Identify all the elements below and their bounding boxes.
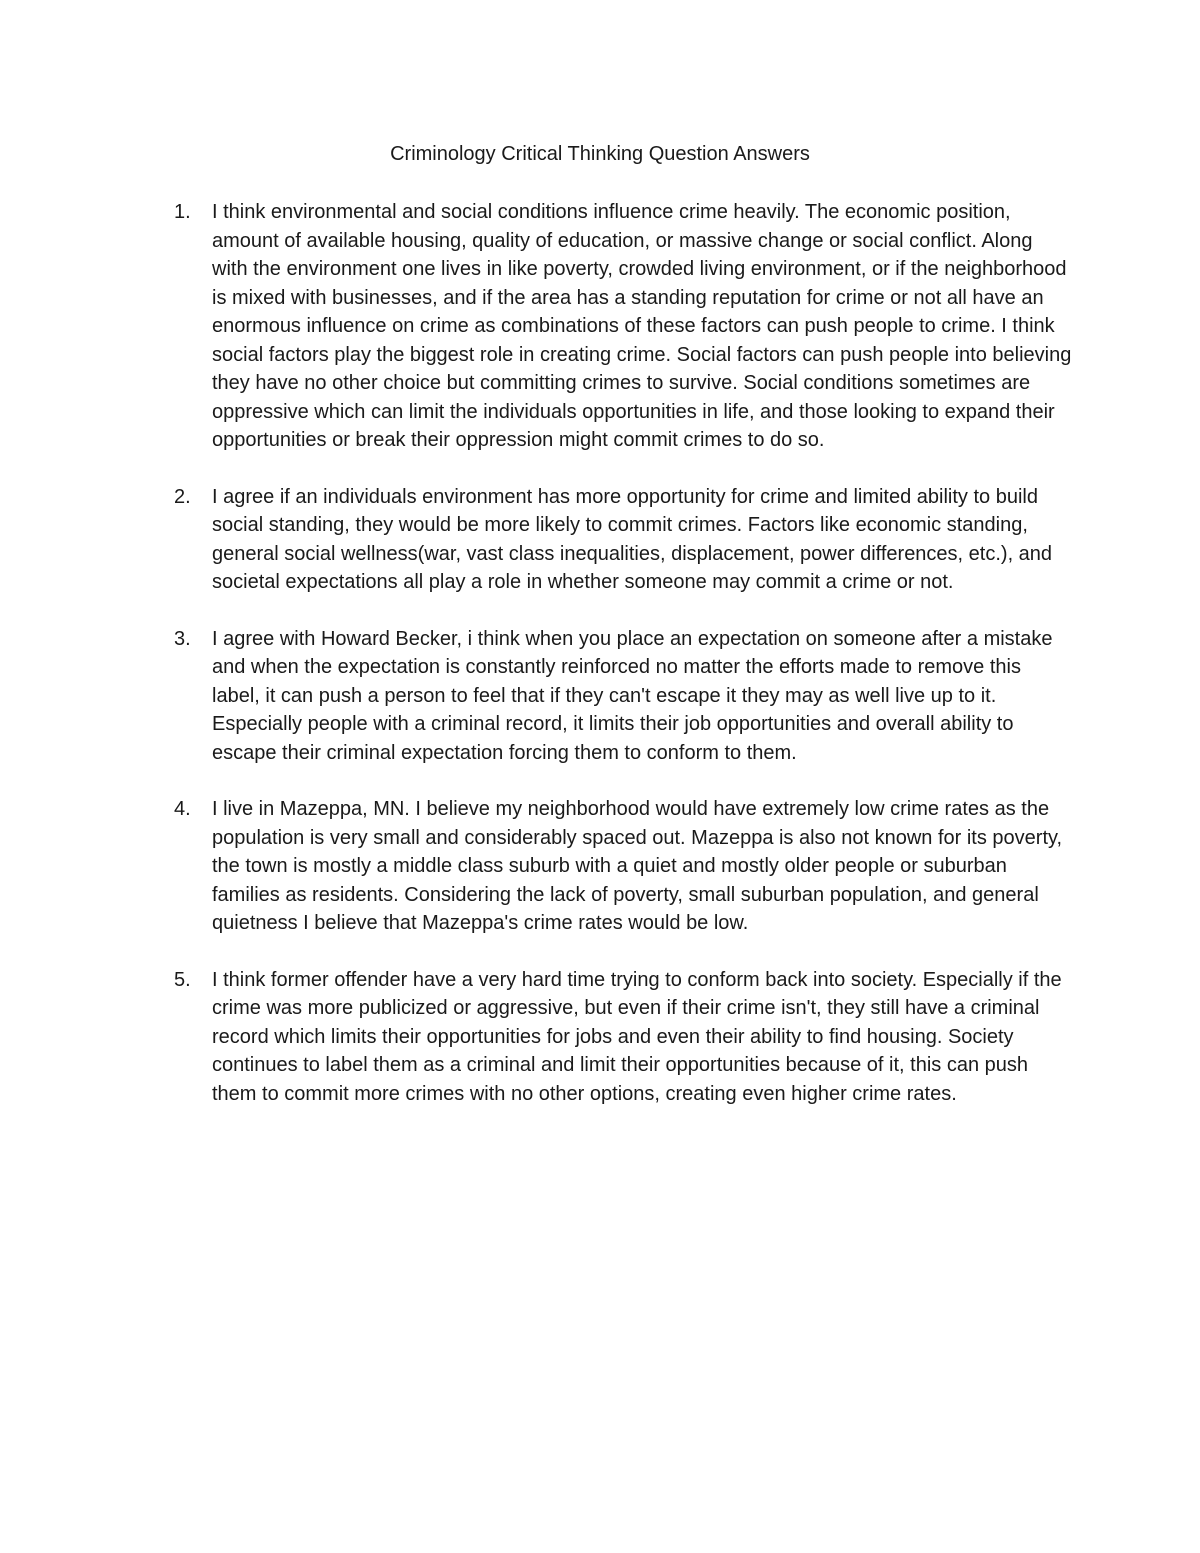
answer-item-1 [160,198,1072,455]
answer-text: I think former offender have a very hard time trying to conform back into society. Especially if the crime was more publicized or aggressive, but even if their crime isn't, they still have a criminal record which limits their opportunities for jobs and even their ability to find housing. Society continues to label them as a criminal and limit their opportunities because of it, this can push them to commit more crimes with no other options, creating even higher crime rates. [212,968,1062,1105]
answer-text: I live in Mazeppa, MN. I believe my neighborhood would have extremely low crime rates as the population is very small and considerably spaced out. Mazeppa is also not known for its poverty, the town is mostly a middle class suburb with a quiet and mostly older people or suburban families as residents. Considering the lack of poverty, small suburban population, and general quietness I believe that Mazeppa's crime rates would be low. [212,798,1063,934]
answer-text: I think environmental and social conditions influence crime heavily. The economic position, amount of available housing, quality of education, or massive change or social conflict. Along with the environment one lives in like poverty, crowded living environment, or if the neighborhood is mixed with businesses, and if the area has a standing reputation for crime or not all have an enormous influence on crime as combinations of these factors can push people to crime. I think social factors play the biggest role in creating crime. Social factors can push people into believing they have no other choice but committing crimes to survive. Social conditions sometimes are oppressive which can limit the individuals opportunities in life, and those looking to expand their opportunities or break their oppression might commit crimes to do so. [212,201,1072,451]
answer-number: 5. [174,968,191,991]
document-title: Criminology Critical Thinking Question Answers [390,143,810,165]
answer-text: I agree if an individuals environment has more opportunity for crime and limited ability to build social standing, they would be more likely to commit crimes. Factors like economic standing, general social wellness(war, vast class inequalities, displacement, power differences, etc.), and societal expectations all play a role in whether someone may commit a crime or not. [212,485,1053,593]
answer-number: 1. [174,201,191,223]
answer-number: 4. [174,798,191,820]
answer-list [160,198,1072,1136]
answer-item-5 [160,966,1072,1109]
answer-item-3 [160,625,1072,768]
answer-number: 3. [174,627,191,650]
answer-text: I agree with Howard Becker, i think when you place an expectation on someone after a mistake and when the expectation is constantly reinforced no matter the efforts made to remove this label, it can push a person to feel that if they can't escape it they may as well live up to it. Especially people with a criminal record, it limits their job opportunities and overall ability to escape their criminal expectation forcing them to conform to them. [212,627,1053,764]
answer-number: 2. [174,485,191,508]
answer-item-2 [160,483,1072,597]
answer-item-4 [160,795,1072,938]
